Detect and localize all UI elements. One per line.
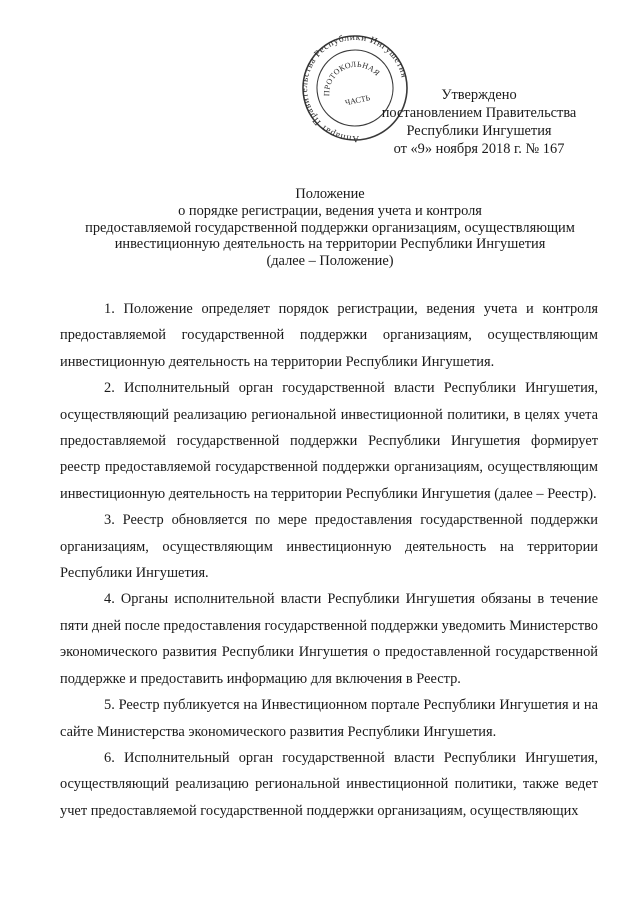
approval-line-3: Республики Ингушетия — [406, 123, 552, 139]
document-title — [60, 186, 600, 270]
seal-center-text: ЧАСТЬ — [344, 93, 371, 108]
title-line-5: (далее – Положение) — [266, 253, 394, 270]
approval-line-2: постановлением Правительства — [381, 105, 577, 121]
paragraph-3: 3. Реестр обновляется по мере предоставления государственной поддержки организациям, осуществляющим инвестиционную деятельность на территории Республики Ингушетия. — [60, 512, 598, 582]
approval-line-4: от «9» ноября 2018 г. № 167 — [393, 141, 565, 157]
paragraph-2: 2. Исполнительный орган государственной власти Республики Ингушетия, осуществляющий реализацию региональной инвестиционной политики, в целях учета предоставляемой государственной поддержки Республики Ингушетия формирует реестр предоставляемой государственной поддержки организациям, осуществляющим инвестиционную деятельность на территории Республики Ингушетия (далее – Реестр). — [60, 380, 598, 502]
title-line-4: инвестиционную деятельность на территории Республики Ингушетия — [114, 236, 546, 253]
paragraph-5: 5. Реестр публикуется на Инвестиционном портале Республики Ингушетия и на сайте Министерства экономического развития Республики Ингушетия. — [60, 697, 598, 740]
seal-inner-text: ПРОТОКОЛЬНАЯ — [322, 59, 382, 97]
approval-line-1: Утверждено — [441, 87, 517, 103]
title-line-2: о порядке регистрации, ведения учета и контроля — [178, 202, 482, 219]
approval-block — [360, 86, 598, 158]
title-line-1: Положение — [295, 186, 365, 202]
paragraph-1: 1. Положение определяет порядок регистрации, ведения учета и контроля предоставляемой государственной поддержки организациям, осуществляющим инвестиционную деятельность на территории Республики Ингушетия. — [60, 301, 598, 370]
paragraph-4: 4. Органы исполнительной власти Республики Ингушетия обязаны в течение пяти дней после предоставления государственной поддержки уведомить Министерство экономического развития Республики Ингушетия о предоставленной государственной поддержке и предоставить информацию для включения в Реестр. — [60, 591, 598, 687]
title-line-3: предоставляемой государственной поддержки организациям, осуществляющим — [85, 219, 575, 236]
document-body — [60, 296, 598, 824]
seal-outer-text: Аппарат Правительства Республики Ингушетия — [300, 32, 409, 144]
paragraph-6: 6. Исполнительный орган государственной власти Республики Ингушетия, осуществляющий реализацию региональной инвестиционной политики, также ведет учет предоставляемой государственной поддержки организациям, осуществляющих — [60, 749, 598, 819]
